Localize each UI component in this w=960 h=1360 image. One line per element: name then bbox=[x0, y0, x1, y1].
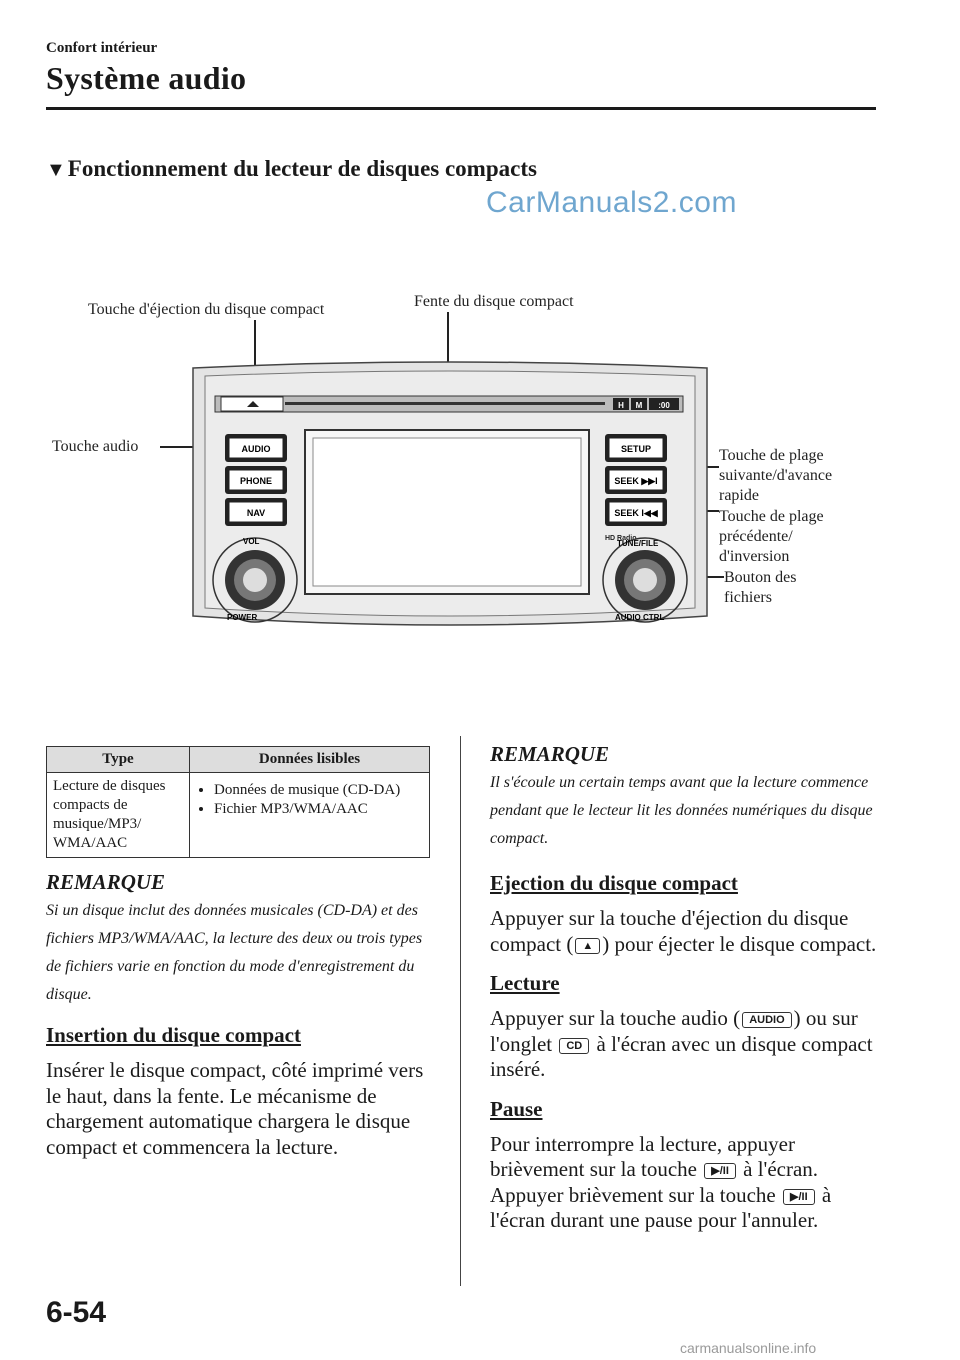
seek-down-button[interactable] bbox=[605, 498, 667, 526]
page-title: Système audio bbox=[46, 60, 247, 96]
section-heading bbox=[46, 156, 537, 182]
callout-file-knob: Bouton des fichiers bbox=[724, 569, 797, 606]
nav-button[interactable] bbox=[225, 498, 287, 526]
clock-min-label: :00 bbox=[658, 401, 670, 410]
readable-data-table bbox=[46, 746, 430, 858]
setup-button[interactable] bbox=[605, 434, 667, 462]
audio-button-icon: AUDIO bbox=[742, 1012, 791, 1028]
svg-text:AUDIO: AUDIO bbox=[241, 444, 271, 454]
callout-prev-track: Touche de plage précédente/ d'inversion bbox=[719, 508, 824, 565]
clock-h-label: H bbox=[618, 401, 624, 410]
title-rule bbox=[46, 107, 876, 110]
callout-next-track: Touche de plage suivante/d'avance rapide bbox=[719, 447, 833, 504]
svg-text:SEEK I◀◀: SEEK I◀◀ bbox=[614, 508, 658, 518]
eject-disc-text: Appuyer sur la touche d'éjection du disque compact ( ▲ ) pour éjecter le disque compact. bbox=[490, 906, 877, 956]
eject-disc-title: Ejection du disque compact bbox=[490, 871, 738, 895]
pause-text: Pour interrompre la lecture, appuyer brièvement sur la touche ▶/II à l'écran. Appuyer brièvement sur la touche ▶/II à l'écran durant une pause pour l'annuler. bbox=[490, 1131, 832, 1232]
table-header-data: Données lisibles bbox=[190, 747, 430, 773]
svg-text:SETUP: SETUP bbox=[620, 444, 652, 454]
play-pause-icon: ▶/II bbox=[783, 1189, 815, 1205]
clock-m-label: M bbox=[635, 401, 643, 410]
note-text-right: Il s'écoule un certain temps avant que la lecture commence pendant que le lecteur lit les données numériques du disque compact. bbox=[490, 774, 873, 847]
seek-up-button[interactable] bbox=[605, 466, 667, 494]
left-column bbox=[46, 746, 430, 1160]
watermark-bottom: carmanualsonline.info bbox=[680, 1340, 817, 1356]
tune-file-label: TUNE/FILE bbox=[617, 539, 659, 548]
pause-title: Pause bbox=[490, 1096, 543, 1121]
column-divider bbox=[460, 736, 461, 1286]
callout-eject: Touche d'éjection du disque compact bbox=[88, 301, 325, 318]
file-knob[interactable] bbox=[603, 538, 687, 622]
triangle-marker-icon: ▼ bbox=[46, 159, 66, 181]
audio-button[interactable] bbox=[225, 434, 287, 462]
volume-knob[interactable] bbox=[213, 538, 297, 622]
audio-ctrl-label: AUDIO CTRL bbox=[615, 613, 665, 622]
table-row bbox=[47, 773, 430, 858]
cd-tab-icon: CD bbox=[559, 1038, 589, 1054]
eject-icon: ▲ bbox=[575, 938, 600, 954]
insert-disc-title: Insertion du disque compact bbox=[46, 1023, 301, 1047]
table-header-type: Type bbox=[47, 747, 190, 773]
svg-text:PHONE: PHONE bbox=[239, 476, 273, 486]
right-column bbox=[490, 742, 890, 1234]
note-title-left: REMARQUE bbox=[46, 870, 166, 894]
list-item: • Fichier MP3/WMA/AAC bbox=[214, 800, 423, 819]
svg-text:SEEK ▶▶I: SEEK ▶▶I bbox=[614, 476, 658, 486]
lecture-title: Lecture bbox=[490, 971, 560, 995]
hd-radio-logo: HD Radio bbox=[605, 535, 637, 542]
play-pause-icon: ▶/II bbox=[704, 1163, 736, 1179]
section-label: Confort intérieur bbox=[46, 40, 158, 56]
power-label: POWER bbox=[227, 613, 258, 622]
table-cell-data bbox=[190, 773, 430, 858]
note-text-left: Si un disque inclut des données musicales (CD-DA) et des fichiers MP3/WMA/AAC, la lecture des deux ou trois types de fichiers varie en fonction du mode d'enregistrement du disque. bbox=[46, 902, 423, 1003]
svg-text:NAV: NAV bbox=[246, 508, 266, 518]
section-heading-text: Fonctionnement du lecteur de disques compacts bbox=[67, 156, 537, 181]
note-title-right: REMARQUE bbox=[490, 742, 610, 766]
list-item: • Données de musique (CD-DA) bbox=[214, 781, 423, 800]
head-unit-diagram bbox=[185, 358, 715, 638]
insert-disc-text: Insérer le disque compact, côté imprimé vers le haut, dans la fente. Le mécanisme de chargement automatique chargera le disque compact et commencera la lecture. bbox=[46, 1058, 424, 1159]
callout-slot: Fente du disque compact bbox=[414, 293, 574, 310]
phone-button[interactable] bbox=[225, 466, 287, 494]
vol-label: VOL bbox=[243, 537, 260, 546]
watermark-top: CarManuals2.com bbox=[486, 186, 737, 219]
callout-audio: Touche audio bbox=[52, 438, 139, 455]
page-number: 6-54 bbox=[46, 1296, 107, 1329]
table-cell-type: Lecture de disques compacts de musique/MP3/ WMA/AAC bbox=[47, 773, 190, 858]
lecture-text: Appuyer sur la touche audio ( AUDIO ) ou sur l'onglet CD à l'écran avec un disque compact inséré. bbox=[490, 1006, 873, 1081]
